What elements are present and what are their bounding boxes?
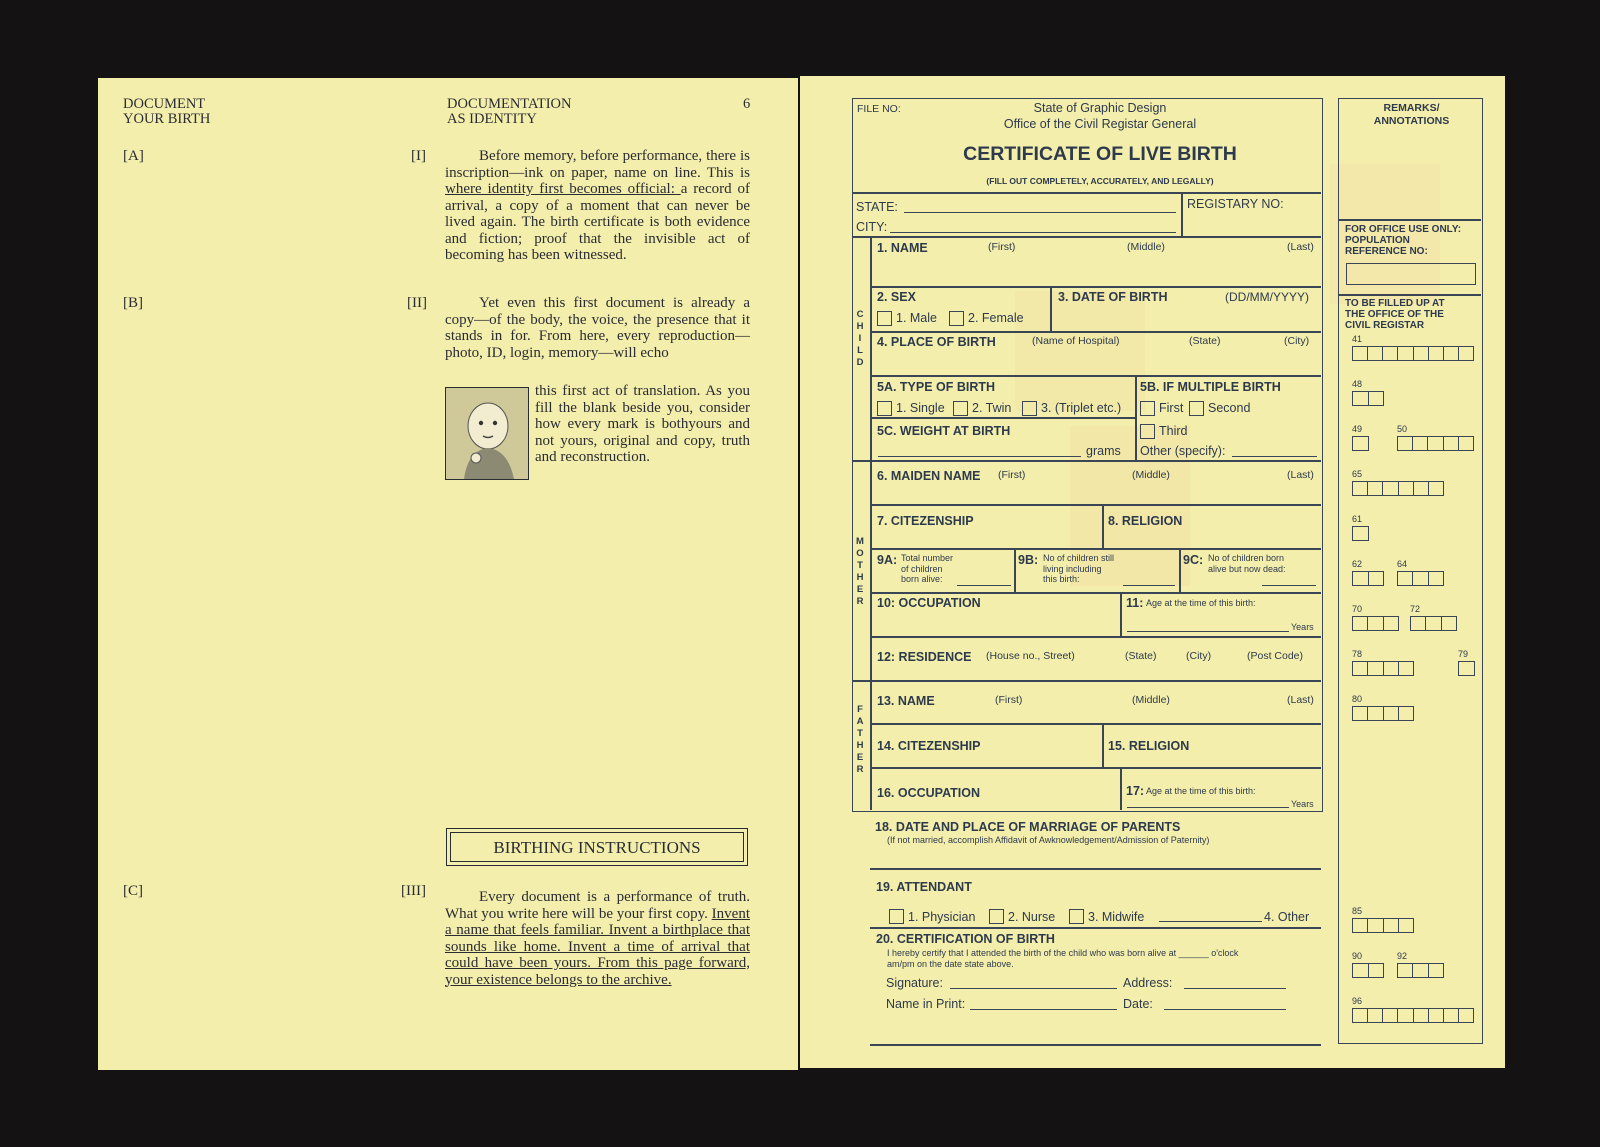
children-born-alive-text: Total number of children born alive: bbox=[901, 553, 954, 584]
mother-age-label: 11: bbox=[1126, 596, 1144, 610]
signature-input-line[interactable] bbox=[950, 988, 1117, 989]
numeral-2: [II] bbox=[407, 295, 427, 311]
state-hint: (State) bbox=[1125, 650, 1157, 662]
marriage-input-line[interactable] bbox=[870, 868, 1321, 870]
divider bbox=[871, 592, 1321, 594]
code-cell[interactable] bbox=[1353, 527, 1368, 540]
paragraph-3-underlined: Invent a name that feels familiar. Invent a birthplace that sounds like home. Invent a time of arrival that could have been yours. From this page forward, your existence belongs to the archive. bbox=[445, 905, 750, 988]
code-cells-input[interactable] bbox=[1352, 391, 1384, 406]
code-cell[interactable] bbox=[1428, 572, 1443, 585]
code-cells-input[interactable] bbox=[1352, 706, 1414, 721]
first-hint: (First) bbox=[998, 469, 1026, 481]
code-cell[interactable] bbox=[1383, 662, 1398, 675]
code-cell[interactable] bbox=[1383, 919, 1398, 932]
code-label: 49 bbox=[1352, 424, 1363, 434]
code-cell[interactable] bbox=[1412, 572, 1427, 585]
divider bbox=[1102, 504, 1104, 548]
baby-photo bbox=[445, 387, 529, 480]
divider bbox=[871, 636, 1321, 638]
divider bbox=[1179, 548, 1181, 592]
children-living-input-line[interactable] bbox=[1123, 585, 1175, 586]
second-option: Second bbox=[1208, 401, 1251, 415]
divider bbox=[871, 504, 1321, 506]
code-cells-input[interactable] bbox=[1410, 616, 1457, 631]
divider bbox=[1181, 192, 1183, 236]
side-letter: H bbox=[856, 321, 864, 332]
divider bbox=[1102, 723, 1104, 767]
code-cell[interactable] bbox=[1367, 1009, 1382, 1022]
third-checkbox[interactable] bbox=[1140, 424, 1155, 439]
children-born-alive-label: 9A: bbox=[877, 553, 898, 567]
father-age-text: Age at the time of this birth: bbox=[1146, 786, 1256, 796]
middle-hint: (Middle) bbox=[1132, 469, 1170, 481]
divider bbox=[871, 286, 1321, 288]
section-divider bbox=[853, 460, 1321, 462]
code-label: 96 bbox=[1352, 996, 1363, 1006]
second-checkbox[interactable] bbox=[1189, 401, 1204, 416]
children-dead-input-line[interactable] bbox=[1262, 585, 1316, 586]
third-option: Third bbox=[1159, 424, 1188, 438]
code-cell[interactable] bbox=[1413, 482, 1428, 495]
name-in-print-label: Name in Print: bbox=[886, 997, 966, 1011]
code-cells-input[interactable] bbox=[1352, 346, 1474, 361]
code-label: 65 bbox=[1352, 469, 1363, 479]
code-cell[interactable] bbox=[1382, 1009, 1397, 1022]
father-age-label: 17: bbox=[1126, 784, 1145, 798]
side-letter: O bbox=[856, 548, 864, 559]
code-cells-input[interactable] bbox=[1352, 963, 1384, 978]
code-cells-input[interactable] bbox=[1352, 436, 1369, 451]
female-option: 2. Female bbox=[968, 311, 1024, 325]
code-cell[interactable] bbox=[1413, 347, 1428, 360]
paragraph-1-underlined: where identity first becomes official: bbox=[445, 181, 681, 197]
mother-citizenship-label: 7. CITEZENSHIP bbox=[877, 514, 974, 528]
children-dead-label: 9C: bbox=[1183, 553, 1204, 567]
father-name-label: 13. NAME bbox=[877, 694, 935, 708]
code-label: 64 bbox=[1397, 559, 1408, 569]
paragraph-1-text: Before memory, before performance, there is inscription—ink on paper, name on line. This is bbox=[445, 148, 750, 181]
divider bbox=[1014, 548, 1016, 592]
code-cell[interactable] bbox=[1425, 617, 1440, 630]
code-cell[interactable] bbox=[1443, 1009, 1458, 1022]
divider bbox=[871, 767, 1321, 769]
code-cell[interactable] bbox=[1353, 437, 1368, 450]
certification-label: 20. CERTIFICATION OF BIRTH bbox=[876, 932, 1055, 946]
first-hint: (First) bbox=[995, 694, 1023, 706]
code-cell[interactable] bbox=[1382, 482, 1397, 495]
city-hint: (City) bbox=[1284, 335, 1310, 347]
divider bbox=[870, 1044, 1321, 1046]
code-cell[interactable] bbox=[1368, 964, 1384, 977]
code-cells-input[interactable] bbox=[1397, 571, 1444, 586]
code-cell[interactable] bbox=[1367, 919, 1382, 932]
code-cells-input[interactable] bbox=[1352, 661, 1414, 676]
date-input-line[interactable] bbox=[1164, 1009, 1286, 1010]
children-living-text: No of children still living including this birth: bbox=[1043, 553, 1115, 584]
code-cell[interactable] bbox=[1412, 964, 1427, 977]
midwife-checkbox[interactable] bbox=[1069, 909, 1084, 924]
registry-no-label: REGISTARY NO: bbox=[1187, 197, 1284, 211]
triplet-checkbox[interactable] bbox=[1022, 401, 1037, 416]
baby-photo-icon bbox=[446, 388, 528, 479]
code-label: 85 bbox=[1352, 906, 1363, 916]
state-name: State of Graphic Design bbox=[1033, 101, 1167, 115]
side-letter: R bbox=[856, 764, 864, 775]
code-label: 90 bbox=[1352, 951, 1363, 961]
code-cells-input[interactable] bbox=[1352, 481, 1444, 496]
years-unit: Years bbox=[1291, 799, 1314, 809]
nurse-option: 2. Nurse bbox=[1008, 910, 1056, 924]
side-letter: E bbox=[856, 584, 864, 595]
code-cells-input[interactable] bbox=[1352, 526, 1369, 541]
paragraph-2-continued bbox=[535, 383, 750, 466]
maiden-name-label: 6. MAIDEN NAME bbox=[877, 469, 981, 483]
code-cell[interactable] bbox=[1353, 392, 1368, 405]
office-use-label: FOR OFFICE USE ONLY: POPULATION REFERENCE NO: bbox=[1345, 224, 1462, 257]
code-cell[interactable] bbox=[1383, 707, 1398, 720]
attendant-label: 19. ATTENDANT bbox=[876, 880, 972, 894]
last-hint: (Last) bbox=[1287, 241, 1314, 253]
grams-unit: grams bbox=[1086, 444, 1121, 458]
code-cell[interactable] bbox=[1428, 482, 1443, 495]
place-of-birth-label: 4. PLACE OF BIRTH bbox=[877, 335, 996, 349]
father-age-input-line[interactable] bbox=[1127, 807, 1289, 808]
certification-text: I hereby certify that I attended the birth of the child who was born alive at ______ o'clock am/pm on the date state above. bbox=[887, 948, 1239, 969]
father-citizenship-label: 14. CITEZENSHIP bbox=[877, 739, 981, 753]
code-cell[interactable] bbox=[1397, 347, 1412, 360]
code-cell[interactable] bbox=[1398, 919, 1413, 932]
code-label: 62 bbox=[1352, 559, 1363, 569]
paragraph-1 bbox=[445, 148, 750, 264]
divider bbox=[1135, 375, 1137, 460]
birthing-instructions-box bbox=[446, 828, 748, 866]
code-cells-input[interactable] bbox=[1397, 436, 1474, 451]
to-be-filled-label: TO BE FILLED UP AT THE OFFICE OF THE CIVIL REGISTAR bbox=[1345, 298, 1445, 331]
code-cell[interactable] bbox=[1398, 964, 1412, 977]
code-label: 41 bbox=[1352, 334, 1363, 344]
triplet-option: 3. (Triplet etc.) bbox=[1041, 401, 1122, 415]
city-input-line[interactable] bbox=[890, 232, 1176, 233]
side-letter: F bbox=[857, 704, 863, 715]
paragraph-2-text: Yet even this first document is already a copy—of the body, the voice, the presence that it stands in for. From here, every reproduction— photo, ID, login, memory—will echo bbox=[445, 295, 750, 361]
side-letter: T bbox=[857, 560, 863, 571]
code-cell[interactable] bbox=[1411, 617, 1425, 630]
mother-age-input-line[interactable] bbox=[1127, 631, 1289, 632]
code-label: 70 bbox=[1352, 604, 1363, 614]
code-cell[interactable] bbox=[1428, 964, 1443, 977]
marker-a: [A] bbox=[123, 148, 144, 164]
code-cell[interactable] bbox=[1398, 662, 1413, 675]
marriage-note: (If not married, accomplish Affidavit of Awknowledgement/Admission of Paternity) bbox=[887, 835, 1210, 845]
name-in-print-input-line[interactable] bbox=[970, 1009, 1117, 1010]
divider bbox=[1050, 286, 1052, 331]
code-cells-input[interactable] bbox=[1352, 1008, 1474, 1023]
child-name-label: 1. NAME bbox=[877, 241, 928, 255]
father-occupation-label: 16. OCCUPATION bbox=[877, 786, 981, 800]
side-letter: H bbox=[856, 572, 864, 583]
nurse-checkbox[interactable] bbox=[989, 909, 1004, 924]
divider bbox=[871, 331, 1321, 333]
sex-label: 2. SEX bbox=[877, 290, 916, 304]
marriage-label: 18. DATE AND PLACE OF MARRIAGE OF PARENTS bbox=[875, 820, 1181, 834]
residence-label: 12: RESIDENCE bbox=[877, 650, 972, 664]
code-cell[interactable] bbox=[1368, 572, 1384, 585]
numeral-3: [III] bbox=[401, 883, 426, 899]
marker-c: [C] bbox=[123, 883, 143, 899]
code-label: 72 bbox=[1410, 604, 1421, 614]
code-cell[interactable] bbox=[1427, 437, 1442, 450]
side-letter: E bbox=[856, 752, 864, 763]
side-letter: A bbox=[856, 716, 864, 727]
single-option: 1. Single bbox=[896, 401, 945, 415]
running-header-left: DOCUMENT YOUR BIRTH bbox=[123, 96, 211, 127]
code-cell[interactable] bbox=[1428, 1009, 1443, 1022]
years-unit: Years bbox=[1291, 622, 1314, 632]
paragraph-2 bbox=[445, 295, 750, 361]
signature-label: Signature: bbox=[886, 976, 943, 990]
hospital-hint: (Name of Hospital) bbox=[1032, 335, 1120, 347]
divider bbox=[1339, 219, 1481, 221]
code-cell[interactable] bbox=[1458, 347, 1473, 360]
side-letter: L bbox=[857, 345, 863, 356]
code-cell[interactable] bbox=[1397, 1009, 1412, 1022]
state-hint: (State) bbox=[1189, 335, 1221, 347]
code-cell[interactable] bbox=[1353, 1009, 1367, 1022]
code-cell[interactable] bbox=[1458, 1009, 1473, 1022]
divider bbox=[871, 417, 1135, 419]
code-cell[interactable] bbox=[1367, 662, 1382, 675]
right-page bbox=[800, 76, 1505, 1068]
code-label: 79 bbox=[1458, 649, 1469, 659]
children-born-alive-input-line[interactable] bbox=[957, 585, 1011, 586]
address-input-line[interactable] bbox=[1184, 988, 1286, 989]
birthing-instructions-title: BIRTHING INSTRUCTIONS bbox=[493, 838, 701, 857]
code-label: 48 bbox=[1352, 379, 1363, 389]
certificate-subtitle: (FILL OUT COMPLETELY, ACCURATELY, AND LEGALLY) bbox=[986, 176, 1214, 186]
divider bbox=[1120, 767, 1122, 810]
divider bbox=[870, 927, 1321, 929]
first-hint: (First) bbox=[988, 241, 1016, 253]
marker-b: [B] bbox=[123, 295, 143, 311]
code-cell[interactable] bbox=[1458, 437, 1473, 450]
code-cell[interactable] bbox=[1368, 392, 1384, 405]
code-cell[interactable] bbox=[1398, 572, 1412, 585]
code-cells-input[interactable] bbox=[1352, 571, 1384, 586]
side-letter: H bbox=[856, 740, 864, 751]
code-cell[interactable] bbox=[1398, 482, 1413, 495]
code-cell[interactable] bbox=[1443, 437, 1458, 450]
code-cell[interactable] bbox=[1353, 707, 1367, 720]
first-checkbox[interactable] bbox=[1140, 401, 1155, 416]
children-living-label: 9B: bbox=[1018, 553, 1039, 567]
code-cell[interactable] bbox=[1353, 572, 1368, 585]
divider bbox=[1120, 592, 1122, 636]
code-cell[interactable] bbox=[1398, 707, 1413, 720]
multiple-birth-label: 5B. IF MULTIPLE BIRTH bbox=[1140, 380, 1281, 394]
code-cell[interactable] bbox=[1382, 347, 1397, 360]
female-checkbox[interactable] bbox=[949, 311, 964, 326]
physician-option: 1. Physician bbox=[908, 910, 976, 924]
divider bbox=[871, 723, 1321, 725]
paragraph-1-text-end: a record of arrival, a copy of a moment that can never be lived again. The birth certificate is both evidence and fiction; proof that the invisible act of becoming has been witnessed. bbox=[445, 181, 750, 263]
weight-input-line[interactable] bbox=[878, 456, 1081, 457]
dob-label: 3. DATE OF BIRTH bbox=[1058, 290, 1168, 304]
code-cells-input[interactable] bbox=[1458, 661, 1475, 676]
certificate-title: CERTIFICATE OF LIVE BIRTH bbox=[963, 143, 1237, 165]
paragraph-3 bbox=[445, 889, 750, 988]
other-specify-input-line[interactable] bbox=[1232, 456, 1317, 457]
city-hint: (City) bbox=[1186, 650, 1212, 662]
midwife-option: 3. Midwife bbox=[1088, 910, 1145, 924]
paragraph-2-text-end: this first act of translation. As you fill the blank beside you, consider how every mark is bothyours and not yours, original and copy, truth and reconstruction. bbox=[535, 383, 750, 465]
post-code-hint: (Post Code) bbox=[1247, 650, 1304, 662]
numeral-1: [I] bbox=[411, 148, 426, 164]
other-attendant-input-line[interactable] bbox=[1159, 921, 1262, 922]
code-cell[interactable] bbox=[1383, 617, 1398, 630]
code-label: 78 bbox=[1352, 649, 1363, 659]
code-cell[interactable] bbox=[1367, 347, 1382, 360]
mother-religion-label: 8. RELIGION bbox=[1108, 514, 1183, 528]
last-hint: (Last) bbox=[1287, 469, 1314, 481]
code-cell[interactable] bbox=[1398, 437, 1412, 450]
weight-label: 5C. WEIGHT AT BIRTH bbox=[877, 424, 1011, 438]
middle-hint: (Middle) bbox=[1132, 694, 1170, 706]
divider bbox=[853, 192, 1321, 194]
type-of-birth-label: 5A. TYPE OF BIRTH bbox=[877, 380, 996, 394]
middle-hint: (Middle) bbox=[1127, 241, 1165, 253]
male-checkbox[interactable] bbox=[877, 311, 892, 326]
code-cell[interactable] bbox=[1353, 482, 1367, 495]
side-letter: C bbox=[856, 309, 864, 320]
code-cells-input[interactable] bbox=[1352, 918, 1414, 933]
file-no-label: FILE NO: bbox=[857, 103, 901, 115]
code-cell[interactable] bbox=[1353, 662, 1367, 675]
twin-checkbox[interactable] bbox=[953, 401, 968, 416]
divider bbox=[871, 375, 1321, 377]
twin-option: 2. Twin bbox=[972, 401, 1012, 415]
code-cell[interactable] bbox=[1441, 617, 1456, 630]
code-cell[interactable] bbox=[1353, 347, 1367, 360]
address-label: Address: bbox=[1123, 976, 1173, 990]
side-letter: T bbox=[857, 728, 863, 739]
male-option: 1. Male bbox=[896, 311, 937, 325]
code-label: 92 bbox=[1397, 951, 1408, 961]
code-cell[interactable] bbox=[1367, 617, 1382, 630]
code-cell[interactable] bbox=[1367, 482, 1382, 495]
code-cell[interactable] bbox=[1428, 347, 1443, 360]
physician-checkbox[interactable] bbox=[889, 909, 904, 924]
section-divider bbox=[853, 680, 1321, 682]
page-number: 6 bbox=[743, 96, 751, 112]
state-input-line[interactable] bbox=[904, 212, 1176, 213]
code-cell[interactable] bbox=[1367, 707, 1382, 720]
code-cell[interactable] bbox=[1443, 347, 1458, 360]
side-letter: R bbox=[856, 596, 864, 607]
house-hint: (House no., Street) bbox=[986, 650, 1075, 662]
first-option: First bbox=[1159, 401, 1184, 415]
date-label: Date: bbox=[1123, 997, 1153, 1011]
dob-format-hint: (DD/MM/YYYY) bbox=[1225, 290, 1309, 304]
code-cell[interactable] bbox=[1459, 662, 1474, 675]
population-reference-input[interactable] bbox=[1346, 263, 1476, 285]
mother-occupation-label: 10: OCCUPATION bbox=[877, 596, 981, 610]
other-option: 4. Other bbox=[1264, 910, 1310, 924]
divider bbox=[853, 236, 1321, 238]
code-cell[interactable] bbox=[1413, 1009, 1428, 1022]
father-religion-label: 15. RELIGION bbox=[1108, 739, 1190, 753]
side-letter: I bbox=[858, 333, 862, 344]
code-cell[interactable] bbox=[1353, 964, 1368, 977]
mother-age-text: Age at the time of this birth: bbox=[1146, 598, 1256, 608]
left-page bbox=[98, 78, 798, 1070]
state-label: STATE: bbox=[856, 200, 898, 214]
code-cells-input[interactable] bbox=[1397, 963, 1444, 978]
children-dead-text: No of children born alive but now dead: bbox=[1208, 553, 1286, 574]
code-cell[interactable] bbox=[1353, 617, 1367, 630]
divider bbox=[871, 548, 1321, 550]
paragraph-3-text: Every document is a performance of truth. What you write here will be your first copy. bbox=[445, 889, 750, 922]
code-cell[interactable] bbox=[1412, 437, 1427, 450]
divider bbox=[1339, 294, 1481, 296]
office-name: Office of the Civil Registar General bbox=[1003, 117, 1197, 131]
remarks-title: REMARKS/ ANNOTATIONS bbox=[1373, 102, 1450, 127]
code-label: 61 bbox=[1352, 514, 1363, 524]
side-letter: M bbox=[856, 536, 864, 547]
code-cells-input[interactable] bbox=[1352, 616, 1399, 631]
single-checkbox[interactable] bbox=[877, 401, 892, 416]
side-letter: D bbox=[856, 357, 864, 368]
code-label: 50 bbox=[1397, 424, 1408, 434]
running-header-right: DOCUMENTATION AS IDENTITY bbox=[447, 96, 572, 127]
code-cell[interactable] bbox=[1353, 919, 1367, 932]
code-label: 80 bbox=[1352, 694, 1363, 704]
other-specify-label: Other (specify): bbox=[1140, 444, 1226, 458]
city-label: CITY: bbox=[856, 220, 888, 234]
last-hint: (Last) bbox=[1287, 694, 1314, 706]
